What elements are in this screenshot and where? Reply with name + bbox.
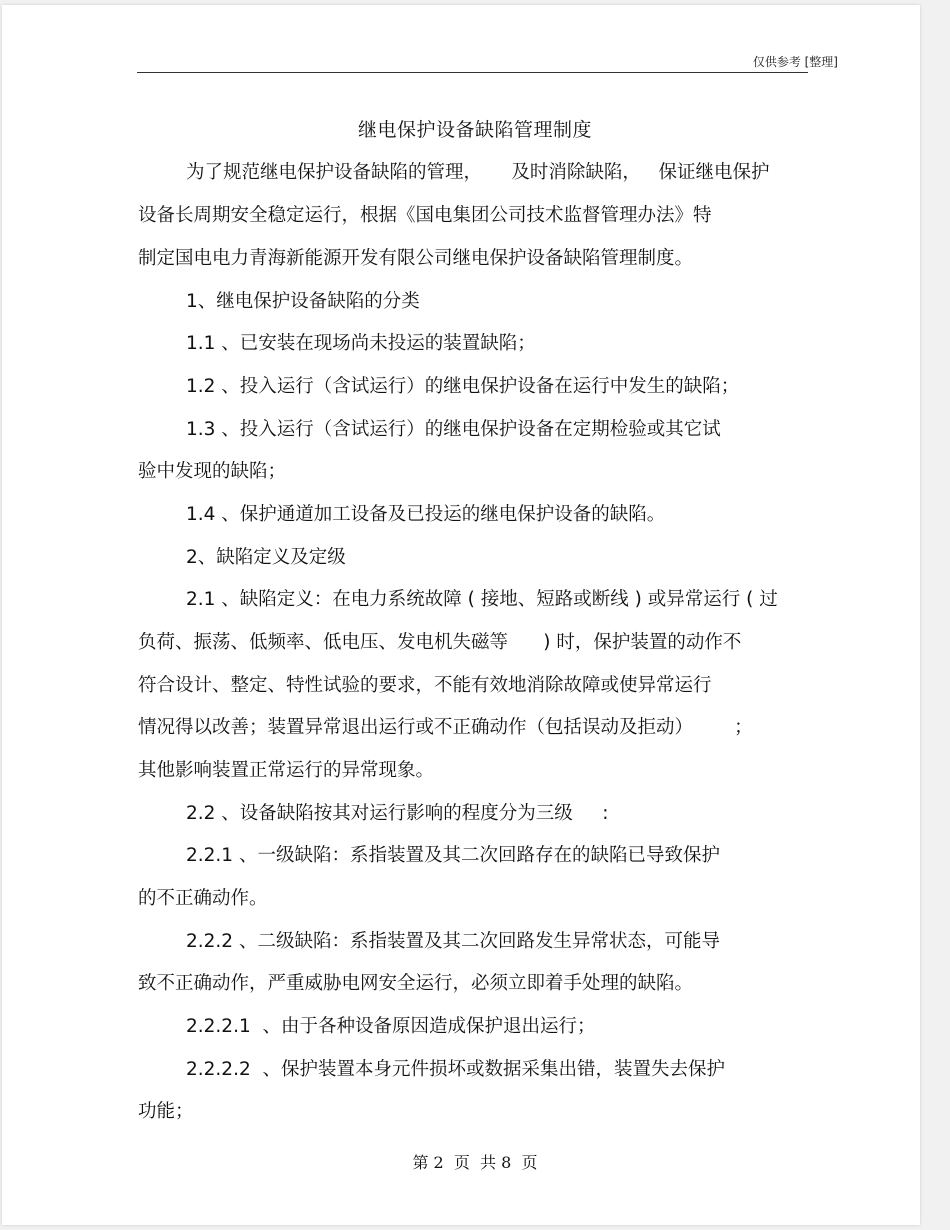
paragraph-line: 1.1 、已安装在现场尚未投运的装置缺陷； xyxy=(186,333,536,354)
paragraph-line: 功能； xyxy=(138,1101,194,1122)
paragraph-line: 符合设计、整定、特性试验的要求，不能有效地消除故障或使异常运行 xyxy=(138,675,712,696)
paragraph-line: 2.2 、设备缺陷按其对运行影响的程度分为三级 : xyxy=(186,803,609,824)
paragraph-line: 其他影响装置正常运行的异常现象。 xyxy=(138,760,435,781)
paragraph-line: 设备长周期安全稳定运行，根据《国电集团公司技术监督管理办法》特 xyxy=(138,205,712,226)
paragraph-line: 1.3 、投入运行（含试运行）的继电保护设备在定期检验或其它试 xyxy=(186,419,721,440)
document-page xyxy=(2,5,920,1225)
paragraph-line: 2.2.2.1 、由于各种设备原因造成保护退出运行； xyxy=(186,1016,596,1037)
section-heading: 1、继电保护设备缺陷的分类 xyxy=(186,291,420,312)
page-number: 第 2 页 共 8 页 xyxy=(412,1153,538,1172)
paragraph-line: 为了规范继电保护设备缺陷的管理， 及时消除缺陷， 保证继电保护 xyxy=(186,162,770,183)
document-title: 继电保护设备缺陷管理制度 xyxy=(357,119,592,141)
paragraph-line: 2.2.1 、一级缺陷：系指装置及其二次回路存在的缺陷已导致保护 xyxy=(186,845,720,866)
paragraph-line: 制定国电电力青海新能源开发有限公司继电保护设备缺陷管理制度。 xyxy=(138,248,694,269)
header-divider xyxy=(137,72,808,73)
paragraph-line: 2.2.2 、二级缺陷：系指装置及其二次回路发生异常状态，可能导 xyxy=(186,931,720,952)
paragraph-line: 情况得以改善；装置异常退出运行或不正确动作（包括误动及拒动） ； xyxy=(138,717,753,738)
paragraph-line: 2.2.2.2 、保护装置本身元件损坏或数据采集出错，装置失去保护 xyxy=(186,1059,725,1080)
section-heading: 2、缺陷定义及定级 xyxy=(186,547,346,568)
paragraph-line: 1.2 、投入运行（含试运行）的继电保护设备在运行中发生的缺陷； xyxy=(186,376,740,397)
paragraph-line: 致不正确动作，严重威胁电网安全运行，必须立即着手处理的缺陷。 xyxy=(138,973,694,994)
paragraph-line: 负荷、振荡、低频率、低电压、发电机失磁等 ) 时，保护装置的动作不 xyxy=(138,632,742,653)
paragraph-line: 验中发现的缺陷； xyxy=(138,461,287,482)
paragraph-line: 的不正确动作。 xyxy=(138,888,268,909)
paragraph-line: 1.4 、保护通道加工设备及已投运的继电保护设备的缺陷。 xyxy=(186,504,666,525)
header-note: 仅供参考 [整理] xyxy=(752,55,838,69)
paragraph-line: 2.1 、缺陷定义：在电力系统故障 ( 接地、短路或断线 ) 或异常运行 ( 过 xyxy=(186,589,778,610)
